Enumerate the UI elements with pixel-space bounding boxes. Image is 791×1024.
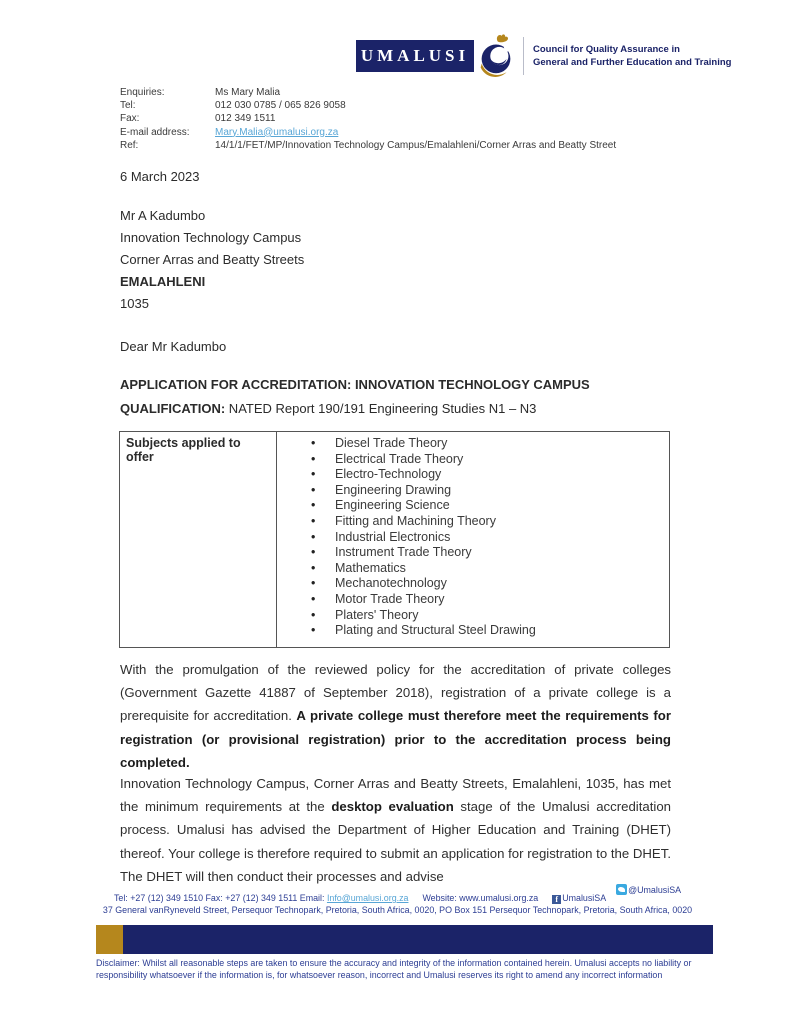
paragraph-bold-text: desktop evaluation (331, 799, 454, 815)
list-item: • Electro-Technology (311, 467, 663, 483)
tagline-line1: Council for Quality Assurance in (533, 44, 680, 55)
list-item: • Mechanotechnology (311, 576, 663, 592)
list-item: • Diesel Trade Theory (311, 436, 663, 452)
list-item: • Industrial Electronics (311, 530, 663, 546)
table-row (120, 432, 670, 648)
footer-line2: 37 General vanRyneveld Street, Persequor Technopark, Pretoria, South Africa, 0020, PO Box 151 Persequor Technopark, Pretoria, South Africa, 0020 (102, 904, 693, 915)
umalusi-bird-icon (476, 33, 516, 79)
logo-tagline (533, 43, 731, 69)
recipient-address (120, 205, 304, 315)
subject-line1: APPLICATION FOR ACCREDITATION: INNOVATION TECHNOLOGY CAMPUS (120, 377, 590, 392)
umalusi-logo (356, 33, 731, 79)
meta-value: Ms Mary Malia (215, 87, 281, 98)
subjects-table-cell (277, 432, 670, 648)
subject-line2-bold: QUALIFICATION: (120, 401, 226, 416)
letter-meta-block (120, 86, 616, 152)
subject-line2 (120, 397, 590, 421)
meta-value: 012 349 1511 (215, 113, 276, 125)
footer-tel-fax: Tel: +27 (12) 349 1510 Fax: +27 (12) 349 1511 Email: (113, 893, 327, 903)
list-item: • Instrument Trade Theory (311, 545, 663, 561)
twitter-handle[interactable]: @UmalusiSA (628, 885, 682, 895)
paragraph-text: stage of the Umalusi accreditation process. Umalusi has advised the Department of Higher Education and Training (DHET) thereof. Your college is therefore required to submit an application for registration to the DHET. The DHET will then conduct their processes and advise (120, 799, 671, 884)
list-item: • Mathematics (311, 561, 663, 577)
meta-label: E-mail address: (120, 126, 190, 138)
paragraph-desktop-evaluation (120, 772, 671, 888)
recipient-city: EMALAHLENI (120, 274, 206, 289)
subjects-table-header: Subjects applied to offer (120, 432, 277, 648)
list-item: • Plating and Structural Steel Drawing (311, 623, 663, 639)
subjects-table (119, 431, 670, 648)
list-item: • Fitting and Machining Theory (311, 514, 663, 530)
list-item: • Engineering Drawing (311, 483, 663, 499)
recipient-line: Corner Arras and Beatty Streets (120, 252, 305, 267)
disclaimer-line1: Disclaimer: Whilst all reasonable steps are taken to ensure the accuracy and integrity of the information contained herein. Umalusi accepts no liability or (96, 958, 692, 968)
meta-value: 14/1/1/FET/MP/Innovation Technology Campus/Emalahleni/Corner Arras and Beatty Street (215, 139, 617, 151)
meta-row-enquiries (120, 86, 616, 99)
footer-line1 (85, 885, 710, 905)
paragraph-accreditation-policy (120, 658, 671, 774)
meta-label: Tel: (120, 100, 136, 112)
paragraph-bold-text: A private college must therefore meet the requirements for registration (or provisional registration) prior to the accreditation process being completed. (120, 708, 671, 770)
twitter-icon[interactable] (616, 884, 627, 895)
facebook-handle[interactable]: UmalusiSA (562, 893, 607, 903)
gold-accent-bar (96, 925, 123, 954)
navy-footer-bar (123, 925, 713, 954)
subject-block (120, 373, 590, 421)
meta-label: Enquiries: (120, 87, 165, 98)
meta-row-fax (120, 112, 616, 125)
logo-divider (523, 37, 524, 75)
list-item: • Platers' Theory (311, 608, 663, 624)
meta-value: 012 030 0785 / 065 826 9058 (215, 100, 346, 112)
list-item: • Engineering Science (311, 498, 663, 514)
disclaimer-text (96, 958, 696, 981)
meta-row-email (120, 126, 616, 139)
subjects-list (283, 436, 663, 639)
facebook-icon[interactable]: f (552, 895, 561, 904)
paragraph-text: With the promulgation of the reviewed policy for the accreditation of private colleges (Government Gazette 41887 of September 2018), registration of a private college is a prerequisite for accreditation. (120, 662, 671, 724)
meta-row-ref (120, 139, 616, 152)
disclaimer-line2: responsibility whatsoever if the information is, for whatsoever reason, incorrect and Umalusi reserves its right to amend any incorrect information (96, 969, 663, 980)
recipient-name: Mr A Kadumbo (120, 208, 206, 223)
tagline-line2: General and Further Education and Training (533, 57, 732, 68)
email-link[interactable]: Mary.Malia@umalusi.org.za (215, 126, 339, 138)
meta-label: Fax: (120, 113, 140, 125)
list-item: • Motor Trade Theory (311, 592, 663, 608)
footer-website: Website: www.umalusi.org.za (422, 893, 539, 903)
footer-contact-block (85, 885, 710, 916)
meta-row-tel (120, 99, 616, 112)
umalusi-wordmark: UMALUSI (356, 40, 474, 72)
recipient-line: Innovation Technology Campus (120, 230, 302, 245)
letter-date: 6 March 2023 (120, 169, 200, 184)
meta-label: Ref: (120, 139, 139, 151)
footer-email-link[interactable]: Info@umalusi.org.za (326, 893, 409, 903)
twitter-block[interactable] (616, 885, 681, 895)
salutation: Dear Mr Kadumbo (120, 339, 227, 354)
subject-line2-rest: NATED Report 190/191 Engineering Studies N1 – N3 (225, 401, 537, 416)
list-item: • Electrical Trade Theory (311, 452, 663, 468)
paragraph-text: Innovation Technology Campus, Corner Arras and Beatty Streets, Emalahleni, 1035, has met the minimum requirements at the (120, 776, 671, 815)
recipient-postcode: 1035 (120, 296, 149, 311)
